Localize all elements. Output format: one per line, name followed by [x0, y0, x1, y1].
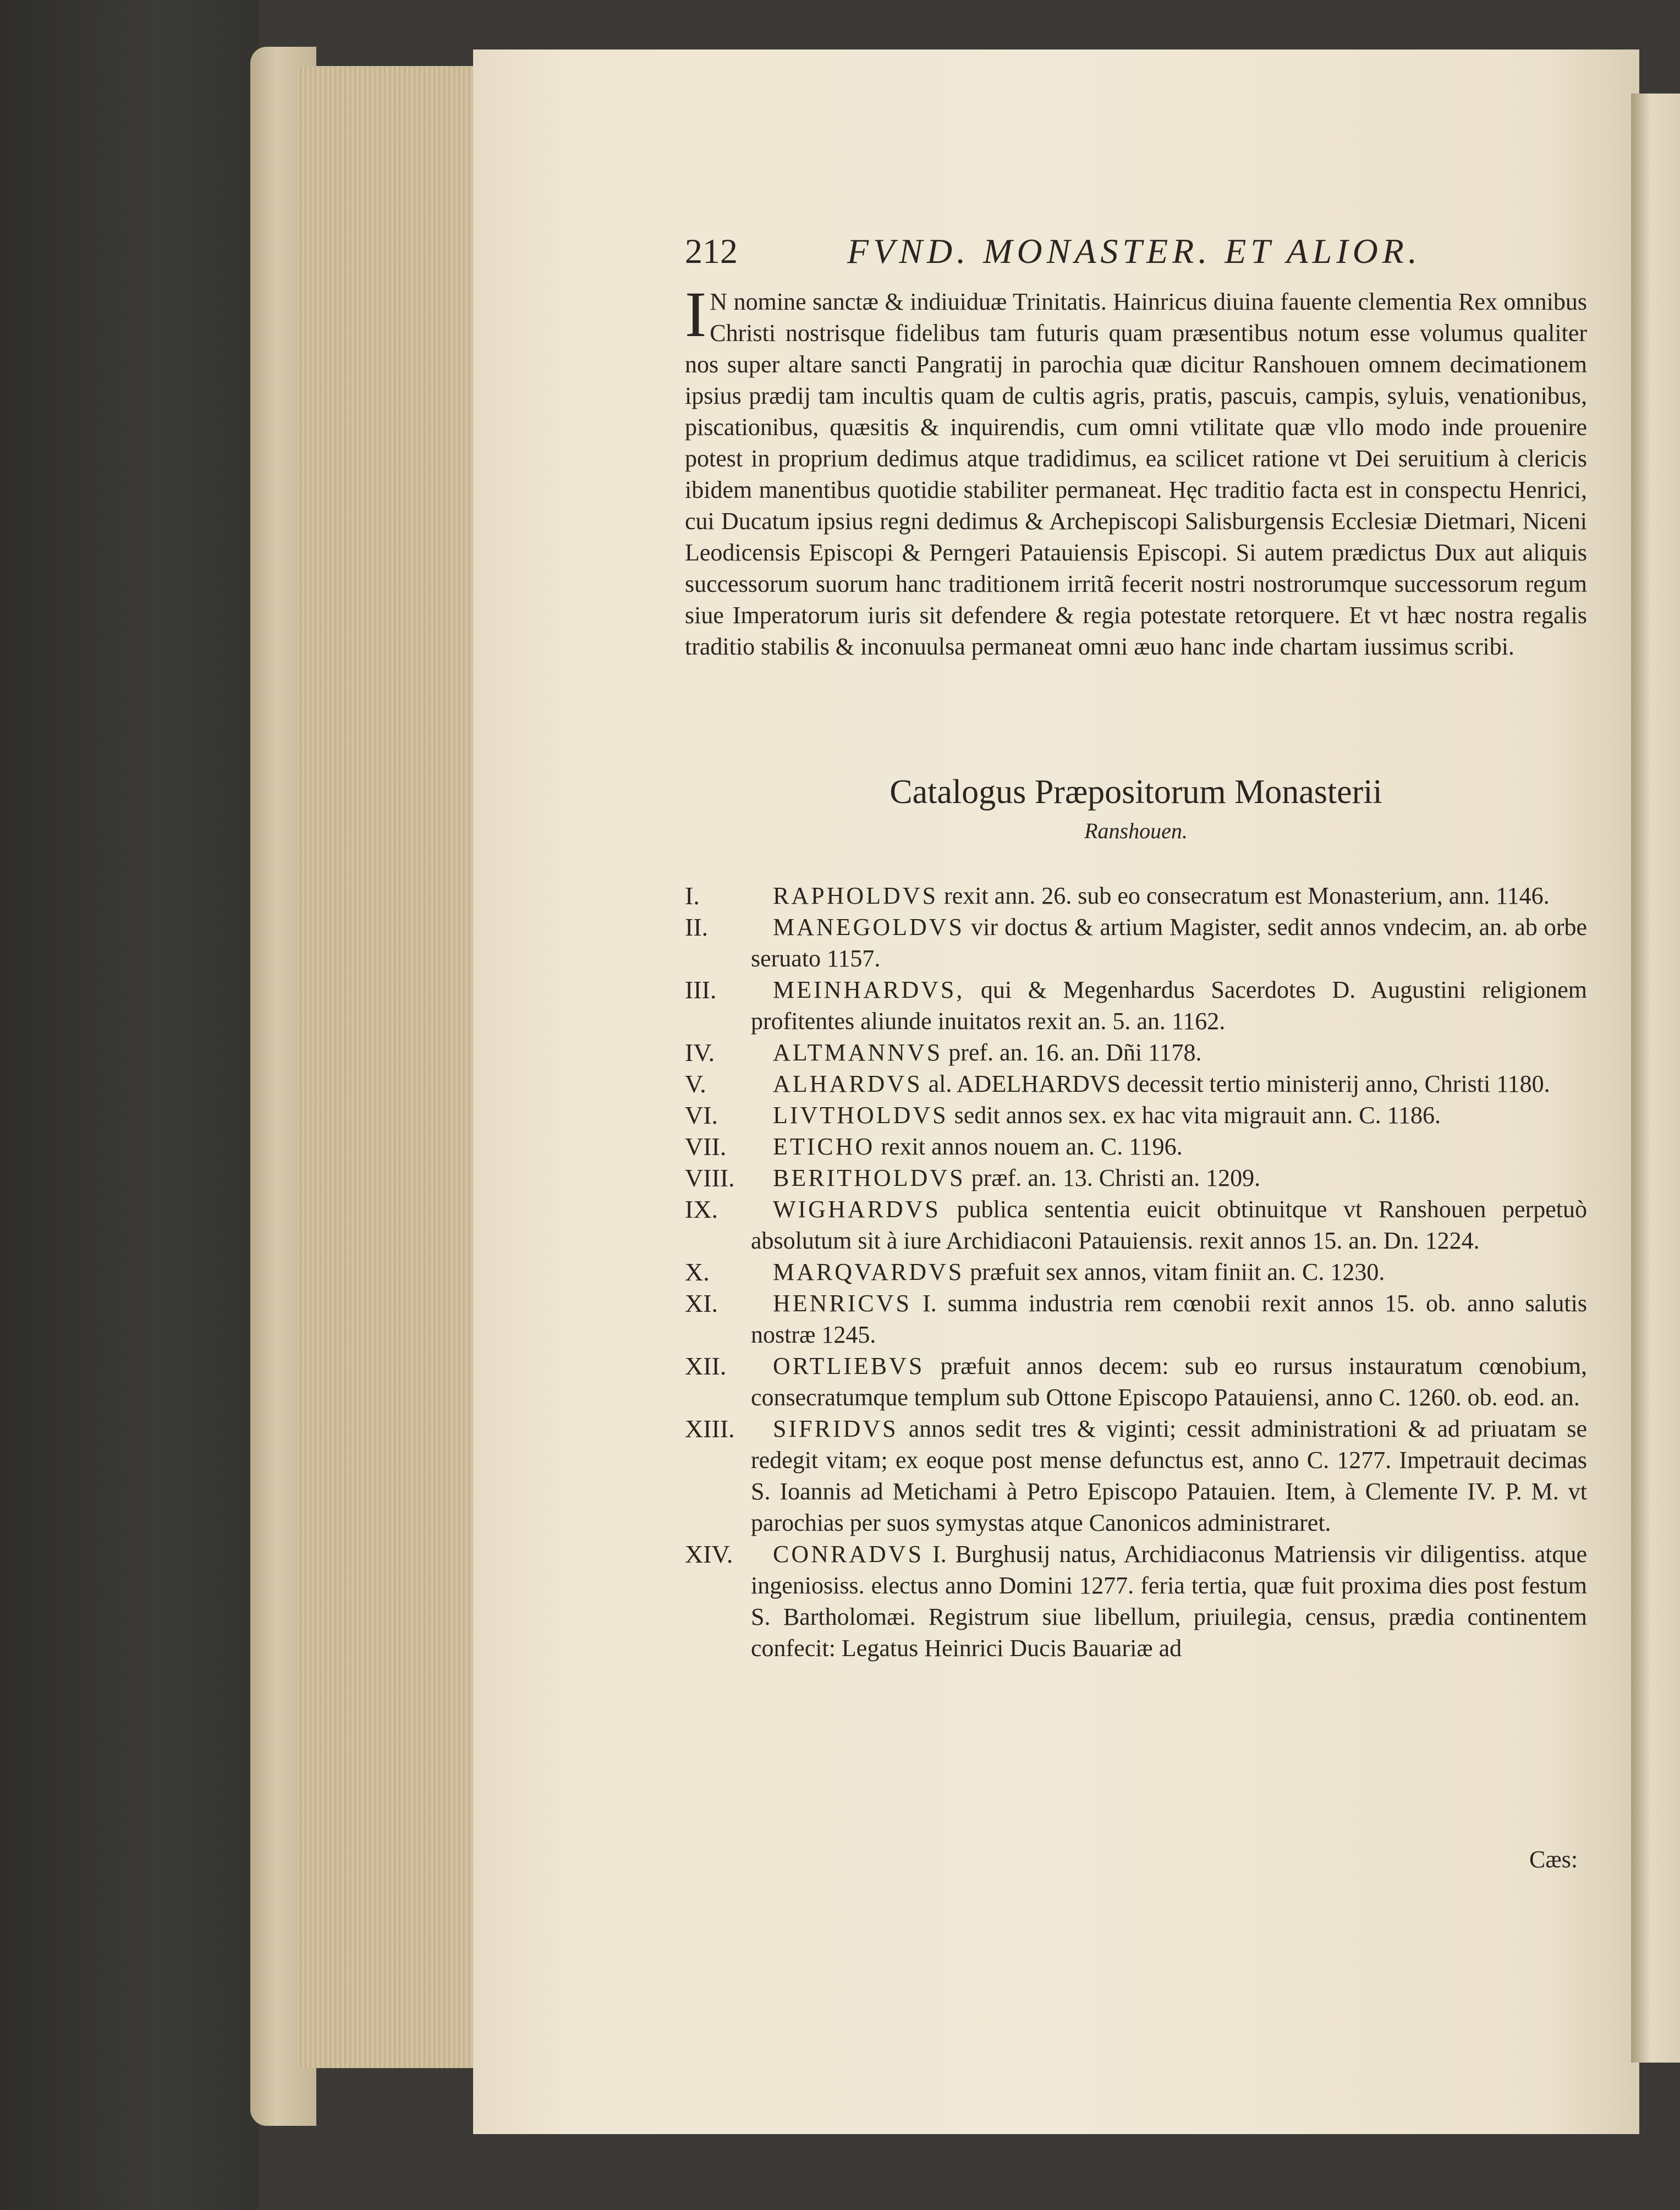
entry-number: IX.: [685, 1195, 718, 1223]
charter-body: N nomine sanctæ & indiuiduæ Trinitatis. Hainricus diuina fauente clementia Rex omnibus Christi nostrisque fidelibus tam futuris quam præsentibus notum esse volumus qualiter nos super altare sancti Pangratij in parochia quæ dicitur Ranshouen omnem decimationem ipsius prædij tam incultis quam de cultis agris, pratis, pascuis, campis, syluis, venationibus, piscationibus, quæsitis & inquirendis, cum omni vtilitate quæ vllo modo inde prouenire potest in proprium dedimus atque tradidimus, ea scilicet ratione vt Dei seruitium à clericis ibidem manentibus quotidie stabiliter permaneat. Hęc traditio facta est in conspectu Henrici, cui Ducatum ipsius regni dedimus & Archepiscopi Salisburgensis Ecclesiæ Dietmari, Niceni Leodicensis Episcopi & Perngeri Patauiensis Episcopi. Si autem prædictus Dux aut aliquis successorum suorum hanc traditionem irritã fecerit nostri nostrorumque successorum regum siue Imperatorum iuris sit defendere & regia potestate retorquere. Et vt hæc nostra regalis traditio stabilis & inconuulsa permaneat omni æuo hanc inde chartam iussimus scribi.: [685, 288, 1587, 660]
list-item: [685, 1288, 1587, 1350]
entry-text: pref. an. 16. an. Dñi 1178.: [948, 1039, 1202, 1066]
entry-text: rexit ann. 26. sub eo consecratum est Monasterium, ann. 1146.: [944, 882, 1550, 909]
list-item: [685, 1194, 1587, 1256]
entry-text: vir doctus & artium Magister, sedit annos vndecim, an. ab orbe seruato 1157.: [751, 914, 1587, 972]
entry-name: WIGHARDVS: [773, 1196, 941, 1223]
entry-name: CONRADVS: [773, 1541, 924, 1568]
entry-text: sedit annos sex. ex hac vita migrauit ann. C. 1186.: [954, 1102, 1441, 1129]
entry-number: XI.: [685, 1289, 718, 1317]
entry-number: II.: [685, 913, 709, 941]
catalog-subtitle: Ranshouen.: [1084, 818, 1188, 843]
list-item: [685, 1068, 1587, 1099]
entry-name: HENRICVS: [773, 1290, 912, 1317]
list-item: [685, 911, 1587, 974]
list-item: [685, 974, 1587, 1037]
entry-name: RAPHOLDVS: [773, 882, 938, 909]
entry-name: ALTMANNVS: [773, 1039, 943, 1066]
entry-name: ETICHO: [773, 1133, 875, 1160]
entry-text: I. summa industria rem cœnobii rexit annos 15. ob. anno salutis nostræ 1245.: [751, 1290, 1587, 1348]
background-surface: [0, 0, 259, 2210]
entry-number: XIII.: [685, 1415, 735, 1443]
catchword: Cæs:: [1529, 1846, 1578, 1873]
entry-text: al. ADELHARDVS decessit tertio ministerij anno, Christi 1180.: [928, 1070, 1550, 1097]
entry-name: LIVTHOLDVS: [773, 1102, 948, 1129]
list-item: [685, 1099, 1587, 1131]
entry-number: VI.: [685, 1101, 718, 1129]
list-item: [685, 880, 1587, 911]
entry-text: I. Burghusij natus, Archidiaconus Matriensis vir diligentiss. atque ingeniosiss. electus anno Domini 1277. feria tertia, quæ fuit proxima dies post festum S. Bartholomæi. Registrum siue libellum, priuilegia, census, prædia continentem confecit: Legatus Heinrici Ducis Bauariæ ad: [751, 1541, 1588, 1662]
entry-name: MARQVARDVS: [773, 1258, 964, 1285]
entry-number: I.: [685, 882, 700, 910]
entry-number: III.: [685, 976, 717, 1004]
entry-number: XII.: [685, 1352, 727, 1380]
entry-text: qui & Megenhardus Sacerdotes D. Augustini religionem profitentes aliunde inuitatos rexit an. 5. an. 1162.: [751, 976, 1587, 1035]
catalog-title: Catalogus Præpositorum Monasterii: [890, 773, 1382, 811]
list-item: [685, 1037, 1587, 1068]
list-item: [685, 1538, 1587, 1664]
drop-cap: I: [685, 278, 707, 350]
list-item: [685, 1413, 1587, 1538]
entry-number: VII.: [685, 1133, 727, 1161]
entry-name: BERITHOLDVS: [773, 1164, 965, 1191]
list-item: [685, 1350, 1587, 1413]
charter-text-block: [685, 278, 1587, 662]
entry-number: VIII.: [685, 1164, 735, 1192]
facing-page-edge: [1631, 94, 1680, 2063]
entry-number: X.: [685, 1258, 710, 1286]
entry-text: præf. an. 13. Christi an. 1209.: [971, 1164, 1261, 1191]
entry-number: IV.: [685, 1038, 715, 1066]
entry-text: præfuit annos decem: sub eo rursus instauratum cœnobium, consecratumque templum sub Ottone Episcopo Patauiensi, anno C. 1260. ob. eod. an.: [751, 1353, 1588, 1411]
entry-text: annos sedit tres & viginti; cessit administrationi & ad priuatam se redegit vitam; ex eoque post mense defunctus est, anno C. 1277. Impetrauit decimas S. Ioannis ad Metichami à Petro Episcopo Patauien. Item, à Clemente IV. P. M. vt parochias per suos symystas atque Canonicos administraret.: [751, 1415, 1587, 1536]
page-stack-edges: [297, 66, 484, 2068]
entry-number: V.: [685, 1070, 706, 1098]
entry-name: ALHARDVS: [773, 1070, 923, 1097]
entry-name: MANEGOLDVS: [773, 914, 964, 941]
page-number: 212: [685, 232, 738, 271]
running-header: FVND. MONASTER. ET ALIOR.: [847, 232, 1421, 271]
entry-name: ORTLIEBVS: [773, 1353, 925, 1379]
list-item: [685, 1131, 1587, 1162]
entry-name: SIFRIDVS: [773, 1415, 898, 1442]
entry-number: XIV.: [685, 1540, 733, 1568]
entry-text: præfuit sex annos, vitam finiit an. C. 1230.: [970, 1258, 1385, 1285]
entry-text: rexit annos nouem an. C. 1196.: [881, 1133, 1183, 1160]
list-item: [685, 1162, 1587, 1194]
entry-text: publica sententia euicit obtinuitque vt Ranshouen perpetuò absolutum sit à iure Archidiaconi Patauiensis. rexit annos 15. an. Dn. 1224.: [751, 1196, 1587, 1254]
catalog-list: [685, 880, 1587, 1664]
list-item: [685, 1256, 1587, 1288]
entry-name: MEINHARDVS,: [773, 976, 965, 1003]
